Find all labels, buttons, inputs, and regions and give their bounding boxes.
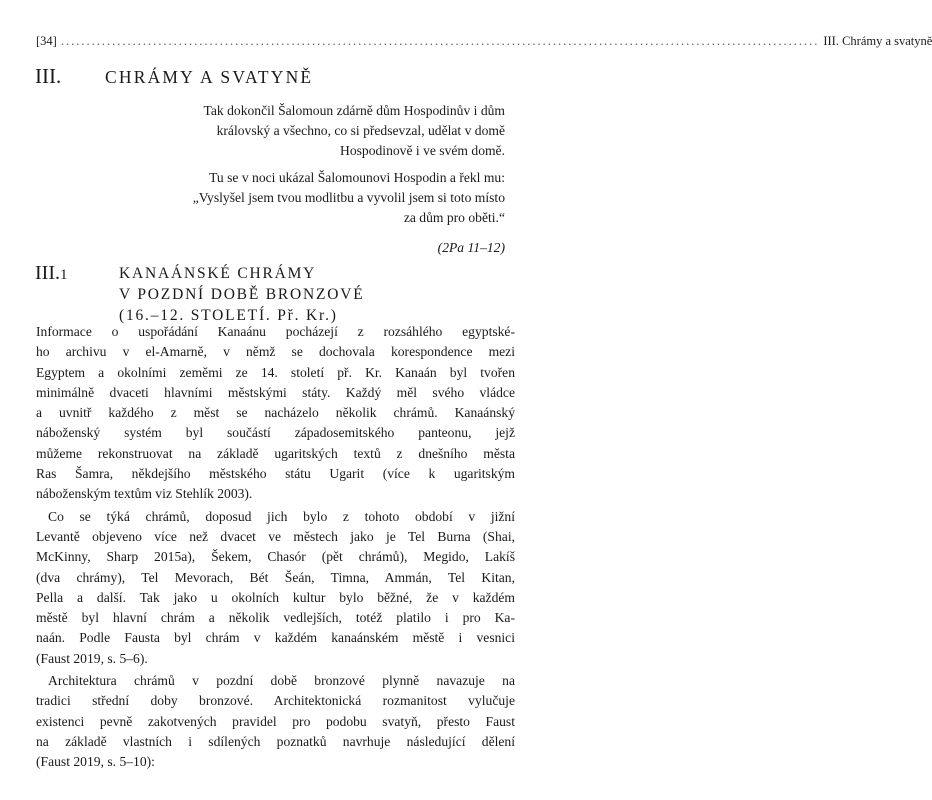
epigraph-quote-2: [150, 168, 505, 229]
paragraph-line: městě byl hlavní chrám a několik vedlejších, totéž platilo i pro Ka-: [36, 610, 515, 626]
epigraph-line: „Vyslyšel jsem tvou modlitbu a vyvolil jsem si toto místo: [192, 189, 505, 205]
epigraph-line: Tak dokončil Šalomoun zdárně dům Hospodinův i dům: [203, 103, 505, 118]
epigraph-quote-1: [150, 101, 505, 162]
paragraph-line: a uvnitř každého z měst se nacházelo několik chrámů. Kanaánský: [36, 405, 515, 421]
paragraph-line: Architektura chrámů v pozdní době bronzové plynně navazuje na: [48, 673, 515, 689]
paragraph-line: Levantě objeveno více než dvacet ve městech jako je Tel Burna (Shai,: [36, 528, 515, 544]
paragraph-line: (dva chrámy), Tel Mevorach, Bét Šeán, Timna, Ammán, Tel Kitan,: [36, 569, 515, 585]
section-title-line: V POZDNÍ DOBĚ BRONZOVÉ: [119, 286, 365, 303]
paragraph-line: Co se týká chrámů, doposud jich bylo z tohoto období v jižní: [48, 508, 515, 524]
paragraph-line: existenci pevně zakotvených pravidel pro podobu svatyň, přesto Faust: [36, 713, 515, 729]
section-heading: [35, 262, 515, 326]
paragraph-line: Pella a další. Tak jako u okolních kultur bylo běžné, že v každém: [36, 589, 515, 605]
paragraph-line: Ras Šamra, někdejšího městského státu Ugarit (více k ugaritským: [36, 466, 515, 482]
epigraph-line: za dům pro oběti.“: [403, 210, 505, 226]
section-number: [35, 262, 119, 326]
paragraph-line: tradici střední doby bronzové. Architektonická rozmanitost vylučuje: [36, 693, 515, 709]
section-number-sub: 1: [59, 267, 68, 283]
paragraph-line: naán. Podle Fausta byl chrám v každém kanaánském městě i vesnici: [36, 630, 515, 646]
section-title: [119, 262, 365, 326]
running-head-section: III. Chrámy a svatyně: [823, 34, 932, 48]
running-head: [36, 34, 932, 49]
epigraph: [150, 101, 505, 264]
paragraph-line: (Faust 2019, s. 5–6).: [36, 650, 148, 666]
section-number-main: III.: [35, 262, 60, 284]
paragraph-line: náboženským textům viz Stehlík 2003).: [36, 486, 253, 502]
body-text: [36, 322, 515, 775]
page-number: [34]: [36, 34, 57, 48]
paragraph: [36, 507, 515, 669]
paragraph-line: ho archivu v el-Amarně, v němž se dochovala korespondence mezi: [36, 344, 515, 360]
epigraph-line: královský a všechno, co si předsevzal, udělat v domě: [216, 123, 505, 139]
paragraph-line: McKinny, Sharp 2015a), Šekem, Chasór (pět chrámů), Megido, Lakíš: [36, 549, 515, 565]
chapter-number: III.: [35, 64, 62, 88]
epigraph-reference: (2Pa 11–12): [437, 240, 505, 256]
paragraph-line: Egyptem a okolními zeměmi ze 14. století př. Kr. Kanaán byl tvořen: [36, 364, 515, 380]
leader-dots: ....................................................................................................................................................: [60, 34, 820, 48]
paragraph-line: minimálně dvaceti hlavními městskými státy. Každý měl svého vládce: [36, 384, 515, 400]
paragraph-line: na základě vlastních i sdílených poznatků navrhuje následující dělení: [36, 733, 515, 749]
epigraph-line: Hospodinově i ve svém domě.: [340, 143, 505, 159]
section-title-line: KANAÁNSKÉ CHRÁMY: [119, 265, 317, 282]
paragraph: [36, 322, 515, 505]
paragraph-line: můžeme rekonstruovat na základě ugaritských textů z dnešního města: [36, 445, 515, 461]
chapter-heading: [35, 64, 515, 89]
chapter-title: CHRÁMY A SVATYNĚ: [105, 67, 314, 87]
paragraph-line: Informace o uspořádání Kanaánu pocházejí z rozsáhlého egyptské-: [36, 324, 515, 339]
section-title-line: (16.–12. STOLETÍ. Př. Kr.): [119, 307, 338, 324]
paragraph-line: (Faust 2019, s. 5–10):: [36, 754, 155, 770]
paragraph: [36, 671, 515, 772]
epigraph-line: Tu se v noci ukázal Šalomounovi Hospodin a řekl mu:: [209, 169, 505, 185]
paragraph-line: náboženský systém byl součástí západosemitského panteonu, jejž: [36, 425, 515, 441]
